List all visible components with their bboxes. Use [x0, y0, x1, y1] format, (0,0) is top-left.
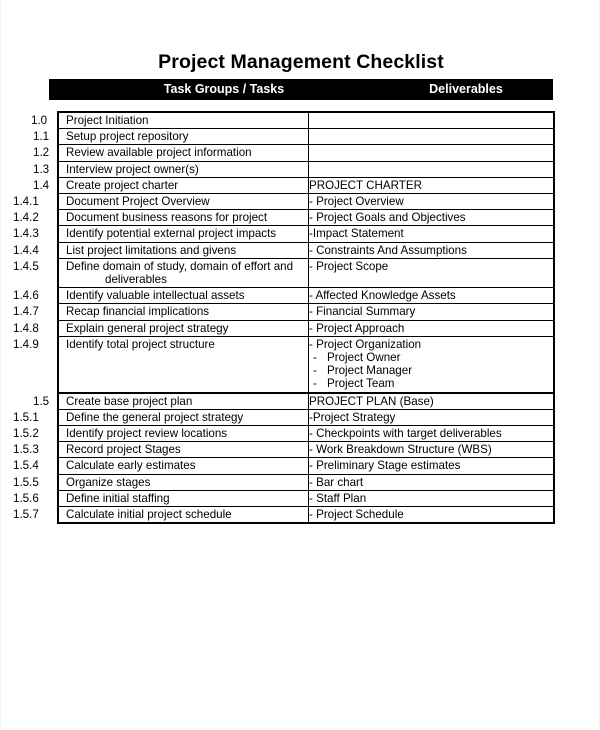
table-row[interactable]: [58, 409, 554, 425]
task-cell: 1.5 Create base project plan: [58, 393, 309, 410]
task-label: Define initial staffing: [66, 491, 170, 505]
checklist-body: [13, 112, 554, 523]
task-cell: 1.4 Create project charter: [58, 177, 309, 193]
deliverable-label: - Staff Plan: [309, 491, 367, 505]
deliverable-label: [309, 163, 553, 176]
table-row[interactable]: [58, 336, 554, 392]
deliverable-cell: [309, 210, 555, 226]
task-label: List project limitations and givens: [66, 243, 237, 257]
table-row[interactable]: [58, 458, 554, 474]
table-row[interactable]: [58, 426, 554, 442]
deliverable-label: -Impact Statement: [309, 227, 404, 241]
deliverable-cell: [309, 507, 555, 524]
table-row[interactable]: [58, 177, 554, 193]
deliverable-cell: [309, 393, 555, 410]
task-label: Project Initiation: [66, 114, 149, 127]
task-label: Document business reasons for project: [66, 211, 268, 225]
deliverable-sub-item-label: Project Team: [327, 377, 395, 391]
deliverable-label: - Project Scope: [309, 259, 389, 273]
deliverable-cell: [309, 129, 555, 145]
checklist-table: [13, 111, 555, 524]
task-cell: 1.4.9 Identify total project structure: [58, 336, 309, 392]
task-label: Organize stages: [66, 475, 151, 489]
deliverable-label: - Checkpoints with target deliverables: [309, 427, 502, 441]
deliverable-cell: [309, 320, 555, 336]
deliverable-cell: [309, 458, 555, 474]
dash-bullet-icon: -: [313, 377, 317, 391]
task-cell: 1.5.3 Record project Stages: [58, 442, 309, 458]
dash-bullet-icon: -: [313, 351, 317, 365]
deliverable-label: - Project Organization: [309, 337, 422, 351]
task-label: Interview project owner(s): [66, 162, 199, 176]
task-label: Create project charter: [66, 178, 179, 192]
task-label: Explain general project strategy: [66, 321, 229, 335]
task-cell: 1.5.2 Identify project review locations: [58, 426, 309, 442]
deliverable-label: -Project Strategy: [309, 410, 396, 424]
page-title: Project Management Checklist: [158, 51, 444, 73]
deliverable-label: - Preliminary Stage estimates: [309, 459, 461, 473]
task-label: Identify potential external project impacts: [66, 227, 277, 241]
task-label: Create base project plan: [66, 394, 193, 408]
table-row[interactable]: [58, 258, 554, 287]
task-cell: 1.0 Project Initiation: [58, 112, 309, 129]
column-header-task-groups: Task Groups / Tasks: [163, 82, 285, 96]
deliverable-sub-item-label: Project Owner: [327, 351, 401, 365]
deliverable-sub-item: [309, 351, 553, 364]
table-row[interactable]: [58, 288, 554, 304]
task-cell: 1.4.3 Identify potential external project impacts: [58, 226, 309, 242]
task-cell: 1.4.2 Document business reasons for project: [58, 210, 309, 226]
task-label: Define domain of study, domain of effort and deliverables: [66, 259, 294, 287]
task-label: Record project Stages: [66, 443, 181, 457]
task-label: Define the general project strategy: [66, 410, 244, 424]
deliverable-sub-item: [309, 364, 553, 377]
task-cell: 1.4.6 Identify valuable intellectual assets: [58, 288, 309, 304]
deliverable-cell: [309, 194, 555, 210]
deliverable-label: PROJECT CHARTER: [309, 178, 422, 192]
task-label: Identify valuable intellectual assets: [66, 289, 245, 303]
deliverable-cell: [309, 177, 555, 193]
deliverable-label: PROJECT PLAN (Base): [309, 394, 434, 408]
task-label: Review available project information: [66, 146, 252, 160]
table-row[interactable]: [58, 210, 554, 226]
deliverable-sub-list: [309, 351, 553, 391]
table-row[interactable]: [58, 442, 554, 458]
deliverable-label: - Constraints And Assumptions: [309, 243, 467, 257]
table-header-band: [49, 79, 553, 100]
task-label: Recap financial implications: [66, 305, 210, 319]
task-label: Document Project Overview: [66, 195, 210, 209]
task-cell: 1.4.8 Explain general project strategy: [58, 320, 309, 336]
table-row[interactable]: [58, 393, 554, 410]
task-cell: 1.5.4 Calculate early estimates: [58, 458, 309, 474]
deliverable-cell: [309, 426, 555, 442]
deliverable-label: [309, 146, 553, 159]
task-label: Identify total project structure: [66, 337, 215, 351]
table-row[interactable]: [58, 226, 554, 242]
deliverable-label: - Project Approach: [309, 321, 405, 335]
table-row[interactable]: [58, 129, 554, 145]
task-cell: 1.4.7 Recap financial implications: [58, 304, 309, 320]
deliverable-cell: [309, 490, 555, 506]
deliverable-cell: [309, 409, 555, 425]
task-cell: 1.2 Review available project information: [58, 145, 309, 161]
deliverable-label: [309, 114, 553, 127]
deliverable-label: [309, 130, 553, 143]
table-row[interactable]: [58, 145, 554, 161]
deliverable-cell: [309, 226, 555, 242]
deliverable-cell: [309, 442, 555, 458]
task-cell: 1.4.5 Define domain of study, domain of effort and deliverables: [58, 258, 309, 287]
deliverable-cell: [309, 288, 555, 304]
deliverable-cell: [309, 474, 555, 490]
table-row[interactable]: [58, 490, 554, 506]
deliverable-cell: [309, 258, 555, 287]
task-label: Calculate early estimates: [66, 459, 196, 473]
deliverable-cell: [309, 145, 555, 161]
deliverable-cell: [309, 161, 555, 177]
table-row[interactable]: [58, 304, 554, 320]
table-row[interactable]: [58, 320, 554, 336]
task-cell: 1.3 Interview project owner(s): [58, 161, 309, 177]
dash-bullet-icon: -: [313, 364, 317, 378]
deliverable-label: - Project Overview: [309, 195, 404, 209]
deliverable-sub-item-label: Project Manager: [327, 364, 413, 378]
deliverable-cell: [309, 242, 555, 258]
deliverable-label: - Work Breakdown Structure (WBS): [309, 443, 492, 457]
task-cell: 1.5.1 Define the general project strategy: [58, 409, 309, 425]
task-cell: 1.4.4 List project limitations and givens: [58, 242, 309, 258]
deliverable-label: - Financial Summary: [309, 305, 416, 319]
table-row[interactable]: [58, 242, 554, 258]
table-row[interactable]: [58, 474, 554, 490]
deliverable-label: - Affected Knowledge Assets: [309, 289, 456, 303]
deliverable-label: - Project Goals and Objectives: [309, 211, 466, 225]
table-row[interactable]: [58, 161, 554, 177]
column-header-deliverables: Deliverables: [429, 82, 503, 96]
deliverable-cell: [309, 112, 555, 129]
task-cell: 1.4.1 Document Project Overview: [58, 194, 309, 210]
deliverable-sub-item: [309, 377, 553, 390]
table-row[interactable]: [58, 194, 554, 210]
deliverable-label: - Bar chart: [309, 475, 364, 489]
task-cell: 1.5.6 Define initial staffing: [58, 490, 309, 506]
task-label: Calculate initial project schedule: [66, 508, 232, 522]
task-label: Setup project repository: [66, 130, 189, 144]
table-row[interactable]: [58, 112, 554, 129]
deliverable-cell: [309, 304, 555, 320]
deliverable-label: - Project Schedule: [309, 508, 404, 522]
task-cell: 1.5.5 Organize stages: [58, 474, 309, 490]
task-cell: 1.5.7 Calculate initial project schedule: [58, 507, 309, 524]
task-cell: 1.1 Setup project repository: [58, 129, 309, 145]
task-label: Identify project review locations: [66, 427, 228, 441]
deliverable-cell: [309, 336, 555, 392]
table-row[interactable]: [58, 507, 554, 524]
